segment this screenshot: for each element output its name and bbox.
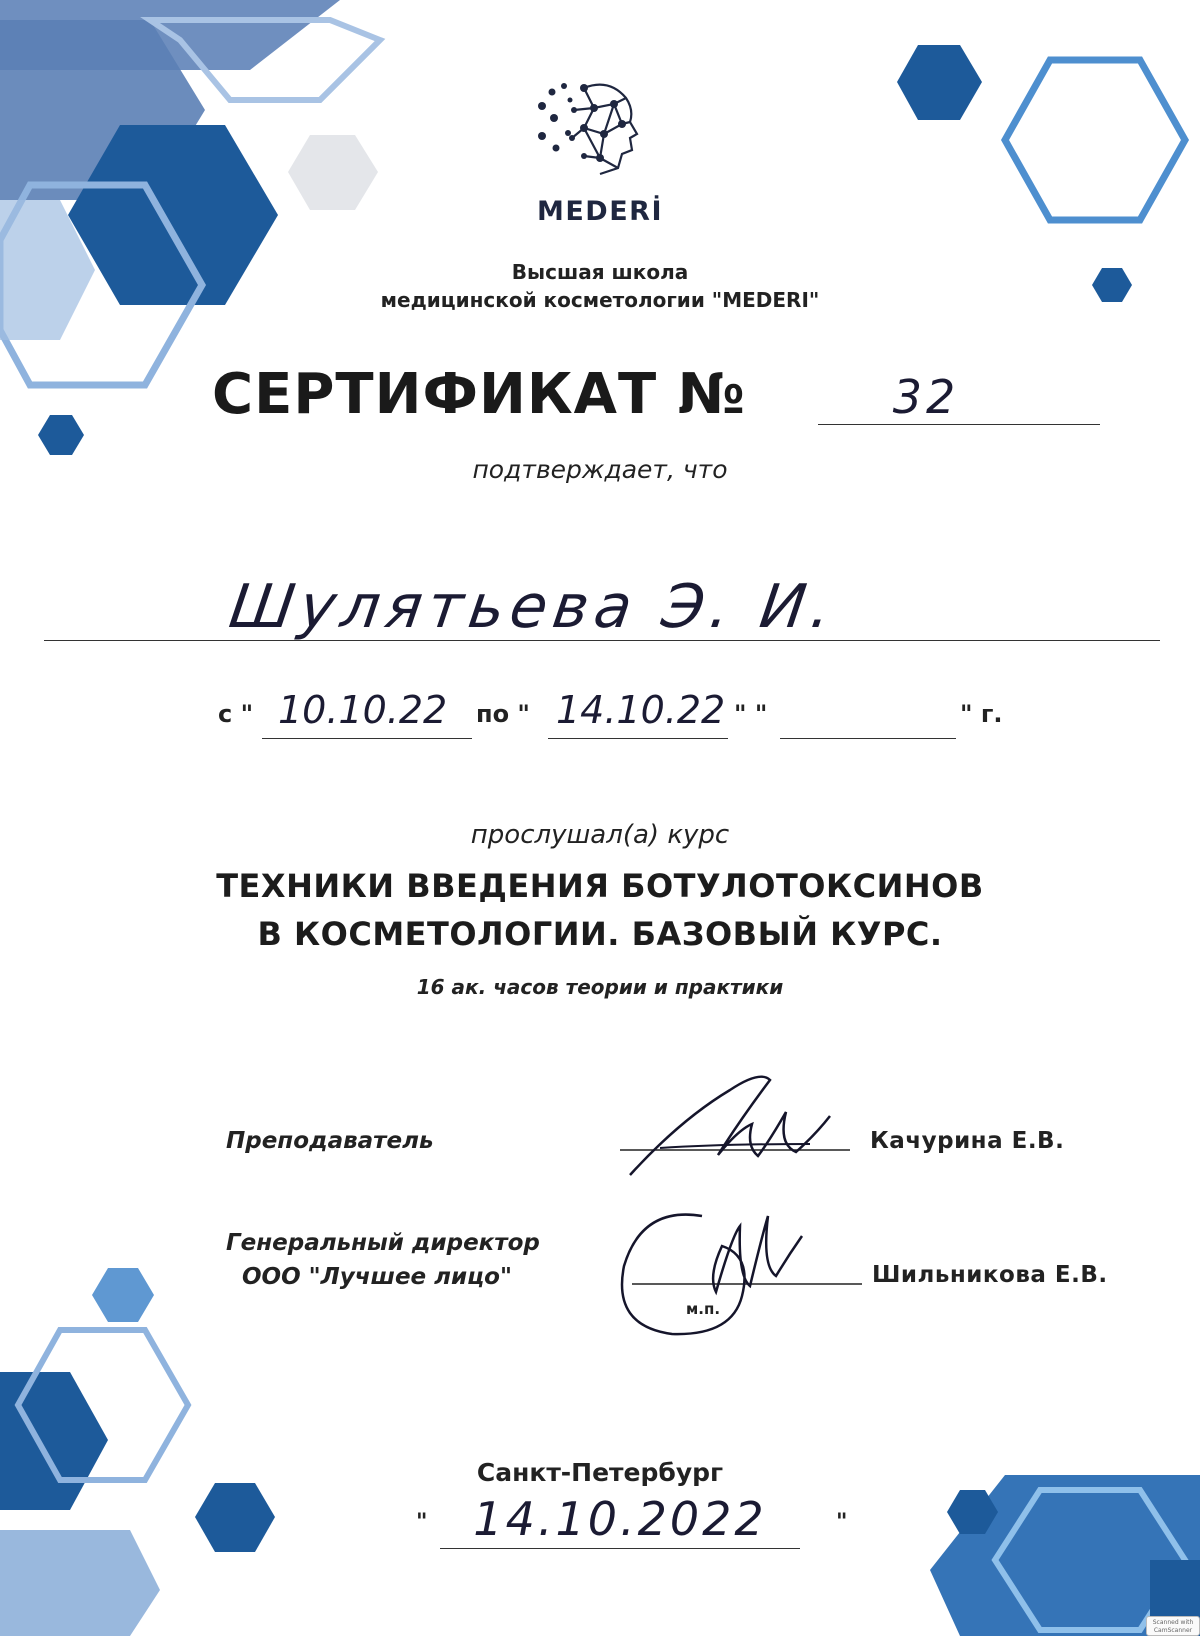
hex-shape-l-small: [38, 415, 84, 455]
date-quote-close: ": [836, 1510, 848, 1535]
issue-date-underline: [440, 1548, 800, 1549]
period-to-date: 14.10.22: [556, 688, 726, 732]
director-role-line-1: Генеральный директор: [226, 1230, 540, 1256]
issue-date: 14.10.2022: [473, 1492, 767, 1546]
to-date-underline: [548, 738, 728, 739]
director-role: [226, 1226, 540, 1294]
scanner-watermark-line-1: Scanned with: [1152, 1619, 1194, 1626]
hex-shape-bl-1: [0, 1372, 108, 1510]
course-title-line-1: ТЕХНИКИ ВВЕДЕНИЯ БОТУЛОТОКСИНОВ: [216, 867, 984, 905]
period-year-suffix: " г.: [960, 700, 1003, 728]
hex-shape-bl-2: [0, 1530, 160, 1636]
teacher-role: Преподаватель: [226, 1128, 434, 1154]
city: Санкт-Петербург: [476, 1458, 724, 1487]
scanner-watermark-line-2: CamScanner: [1153, 1627, 1193, 1634]
number-underline: [818, 424, 1100, 425]
year-underline: [780, 738, 956, 739]
certificate-title: СЕРТИФИКАТ №: [212, 362, 747, 427]
period-separator: " ": [734, 700, 768, 728]
director-role-line-2: ООО "Лучшее лицо": [242, 1264, 512, 1290]
recipient-name: Шулятьева Э. И.: [225, 572, 842, 642]
stamp-mark: м.п.: [686, 1300, 721, 1318]
date-quote-open: ": [416, 1510, 428, 1535]
brand-name: MEDERİ: [536, 196, 663, 227]
period-from-date: 10.10.22: [278, 688, 448, 732]
period-from-prefix: с ": [218, 700, 254, 728]
hex-shape-bl-3: [195, 1483, 275, 1552]
institution-name: [0, 258, 1200, 314]
institution-line-2: медицинской косметологии "MEDERI": [380, 288, 820, 312]
scanner-watermark: [1146, 1616, 1200, 1636]
confirms-text: подтверждает, что: [472, 455, 728, 484]
institution-line-1: Высшая школа: [511, 260, 689, 284]
course-title-line-2: В КОСМЕТОЛОГИИ. БАЗОВЫЙ КУРС.: [257, 915, 943, 953]
teacher-name: Качурина Е.В.: [870, 1128, 1065, 1154]
head-network-icon: [534, 78, 659, 183]
from-date-underline: [262, 738, 472, 739]
course-title: [0, 862, 1200, 958]
director-name: Шильникова Е.В.: [872, 1262, 1108, 1288]
course-hours: 16 ак. часов теории и практики: [416, 975, 784, 999]
period-to-prefix: по ": [476, 700, 530, 728]
teacher-signature: [620, 1060, 860, 1190]
certificate-number: 32: [892, 370, 960, 424]
director-signature: [612, 1196, 872, 1346]
course-intro: прослушал(а) курс: [470, 820, 730, 850]
hex-shape-bl-small: [92, 1268, 154, 1322]
hex-shape-tr-1: [897, 45, 982, 120]
name-underline: [44, 640, 1160, 641]
